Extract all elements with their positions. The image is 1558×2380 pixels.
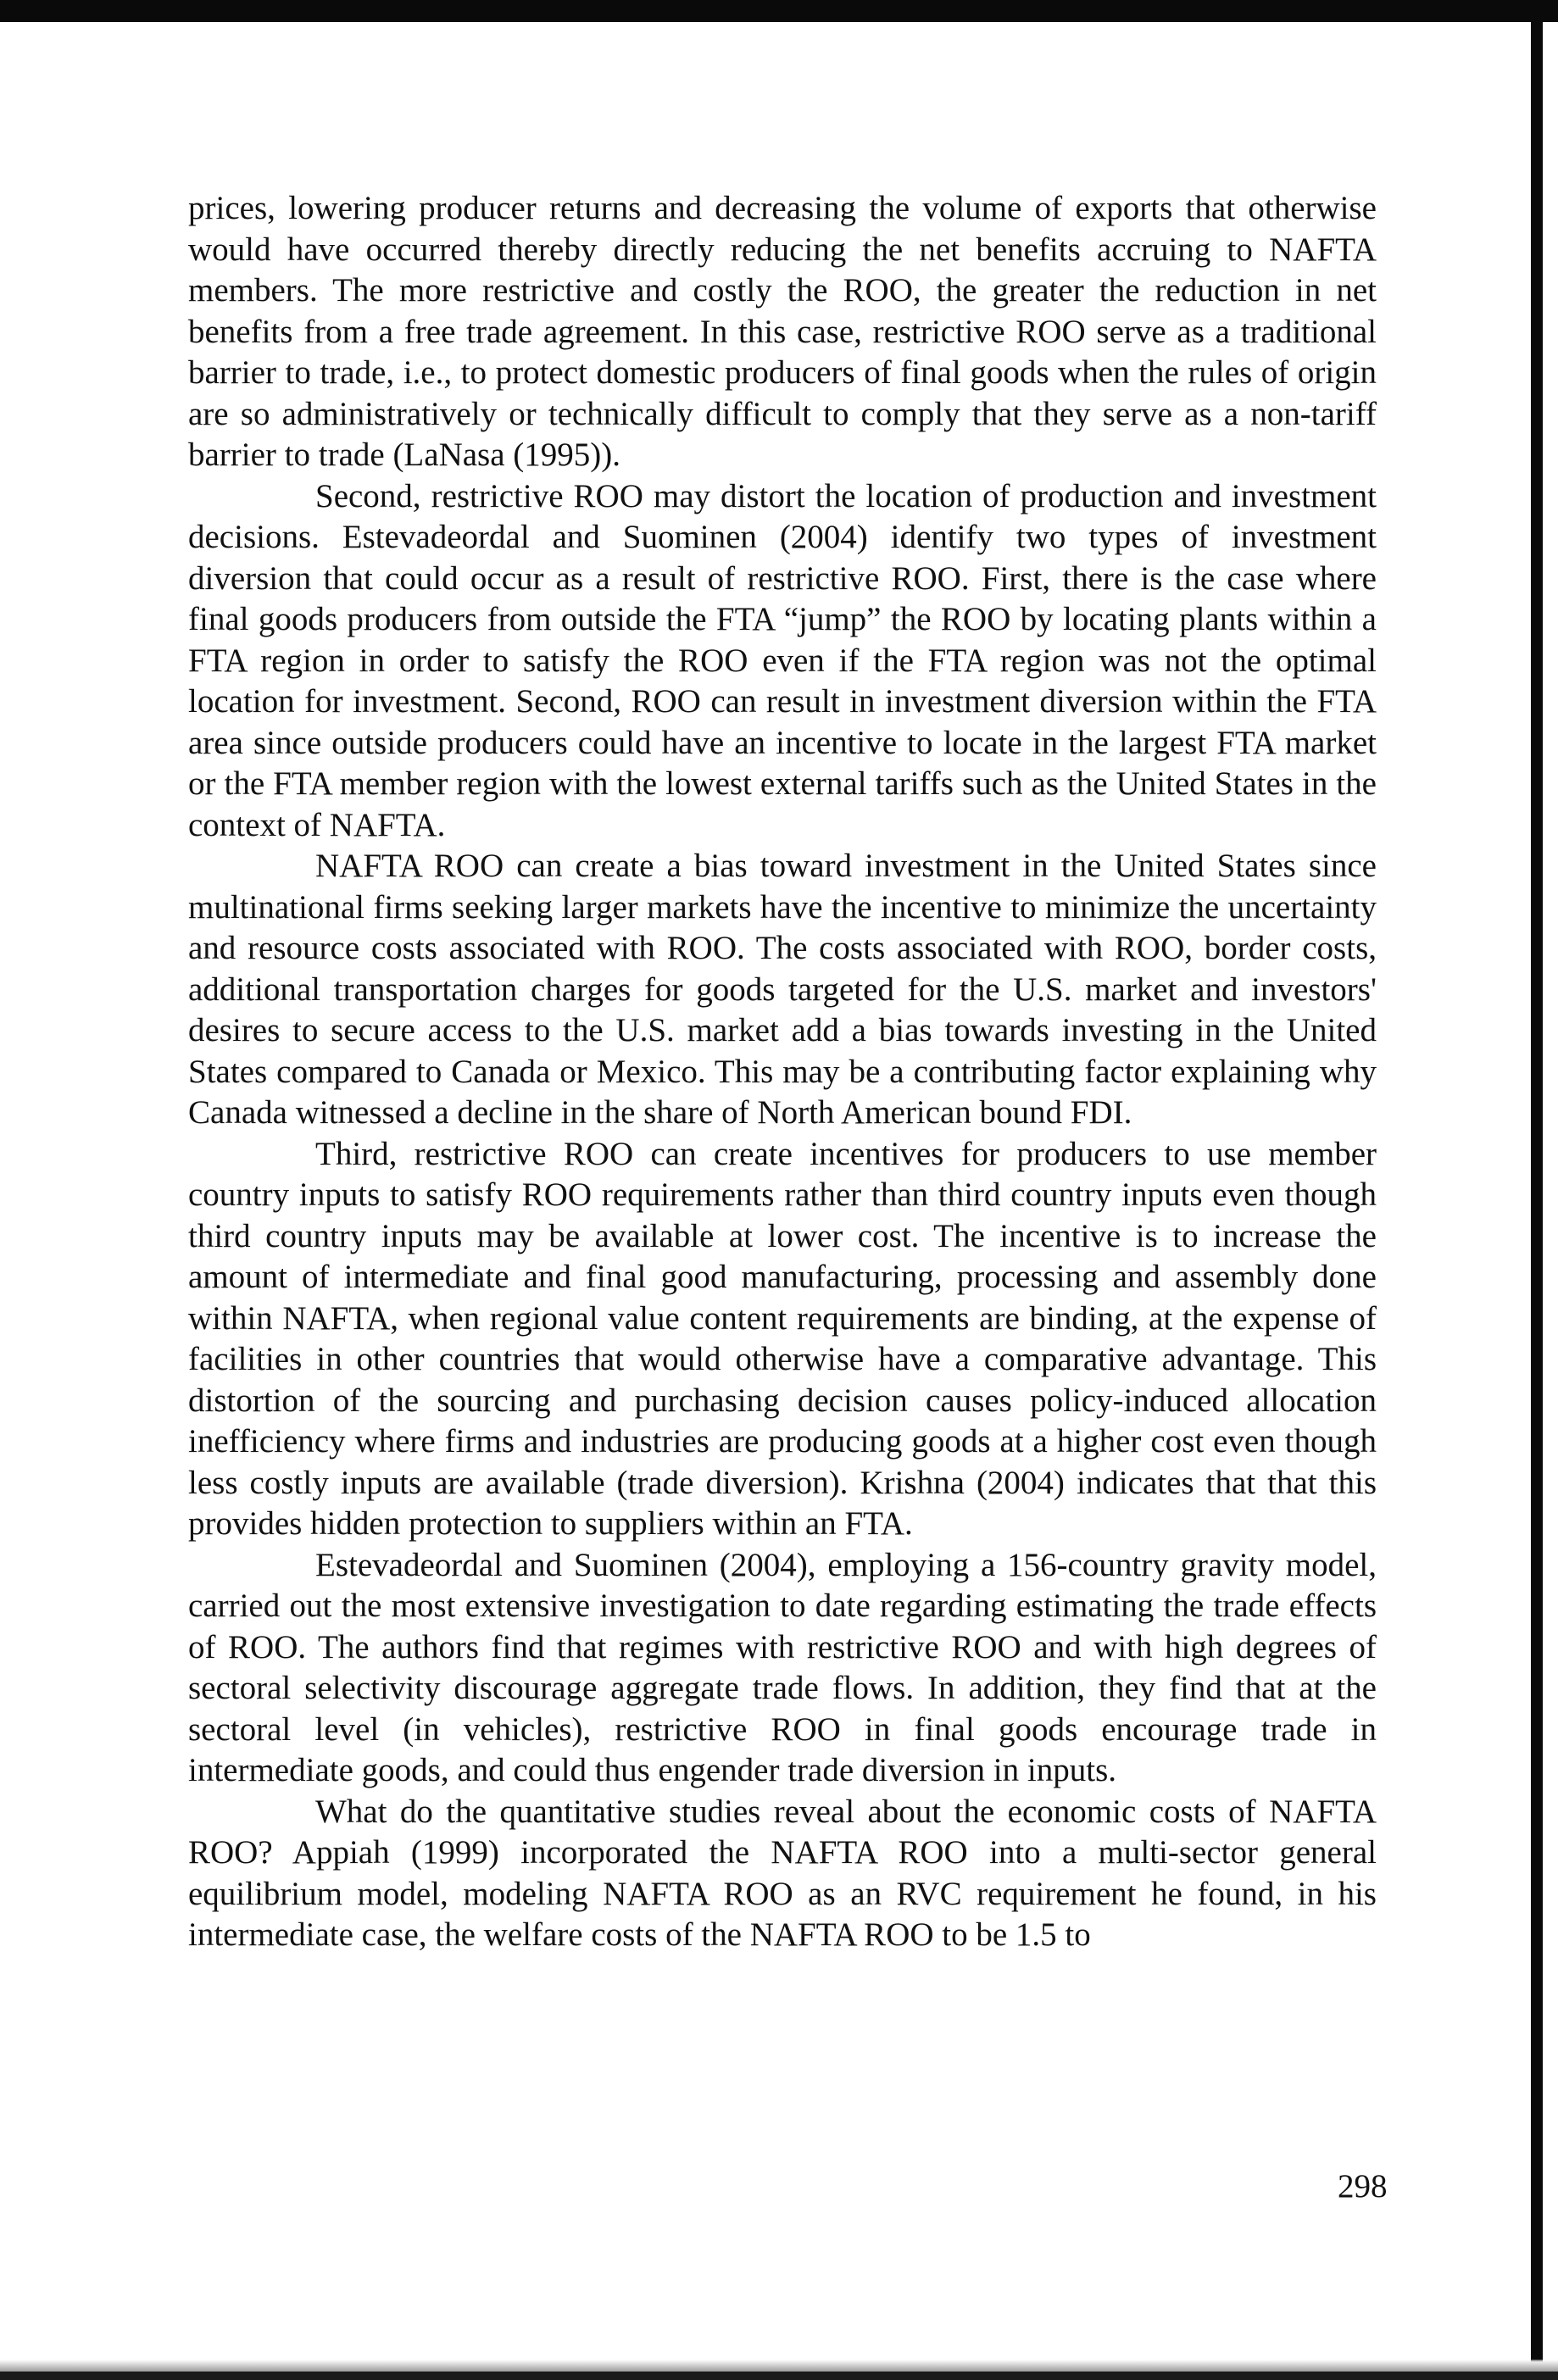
paragraph-2: Second, restrictive ROO may distort the location of production and investment decisions. Estevadeordal and Suominen (2004) identify two types of investment diversion that could occur as a result of restrictive ROO. First, there is the case where final goods producers from outside the FTA “jump” the ROO by locating plants within a FTA region in order to satisfy the ROO even if the FTA region was not the optimal location for investment. Second, ROO can result in investment diversion within the FTA area since outside producers could have an incentive to locate in the largest FTA market or the FTA member region with the lowest external tariffs such as the United States in the context of NAFTA. <box>188 477 1377 843</box>
page-body <box>188 188 1377 1956</box>
scan-border-top <box>0 0 1558 22</box>
scan-shadow-bottom <box>0 2360 1558 2372</box>
paragraph-1: prices, lowering producer returns and decreasing the volume of exports that otherwise would have occurred thereby directly reducing the net benefits accruing to NAFTA members. The more restrictive and costly the ROO, the greater the reduction in net benefits from a free trade agreement. In this case, restrictive ROO serve as a traditional barrier to trade, i.e., to protect domestic producers of final goods when the rules of origin are so administratively or technically difficult to comply that they serve as a non-tariff barrier to trade (LaNasa (1995)). <box>188 190 1377 473</box>
paragraph-4: Third, restrictive ROO can create incentives for producers to use member country inputs to satisfy ROO requirements rather than third country inputs even though third country inputs may be available at lower cost. The incentive is to increase the amount of intermediate and final good manufacturing, processing and assembly done within NAFTA, when regional value content requirements are binding, at the expense of facilities in other countries that would otherwise have a comparative advantage. This distortion of the sourcing and purchasing decision causes policy-induced allocation inefficiency where firms and industries are producing goods at a higher cost even though less costly inputs are available (trade diversion). Krishna (2004) indicates that that this provides hidden protection to suppliers within an FTA. <box>188 1135 1377 1542</box>
paragraph-3: NAFTA ROO can create a bias toward investment in the United States since multinational firms seeking larger markets have the incentive to minimize the uncertainty and resource costs associated with ROO. The costs associated with ROO, border costs, additional transportation charges for goods targeted for the U.S. market and investors' desires to secure access to the U.S. market add a bias towards investing in the United States compared to Canada or Mexico. This may be a contributing factor explaining why Canada witnessed a decline in the share of North American bound FDI. <box>188 848 1377 1131</box>
paragraph-5: Estevadeordal and Suominen (2004), employing a 156-country gravity model, carried out the most extensive investigation to date regarding estimating the trade effects of ROO. The authors find that regimes with restrictive ROO and with high degrees of sectoral selectivity discourage aggregate trade flows. In addition, they find that at the sectoral level (in vehicles), restrictive ROO in final goods encourage trade in intermediate goods, and could thus engender trade diversion in inputs. <box>188 1546 1377 1788</box>
page-number: 298 <box>1338 2168 1388 2205</box>
scan-border-bottom <box>0 2372 1558 2380</box>
paragraph-6: What do the quantitative studies reveal about the economic costs of NAFTA ROO? Appiah (1999) incorporated the NAFTA ROO into a multi-sector general equilibrium model, modeling NAFTA ROO as an RVC requirement he found, in his intermediate case, the welfare costs of the NAFTA ROO to be 1.5 to <box>188 1793 1377 1953</box>
scan-border-right <box>1531 22 1543 2361</box>
